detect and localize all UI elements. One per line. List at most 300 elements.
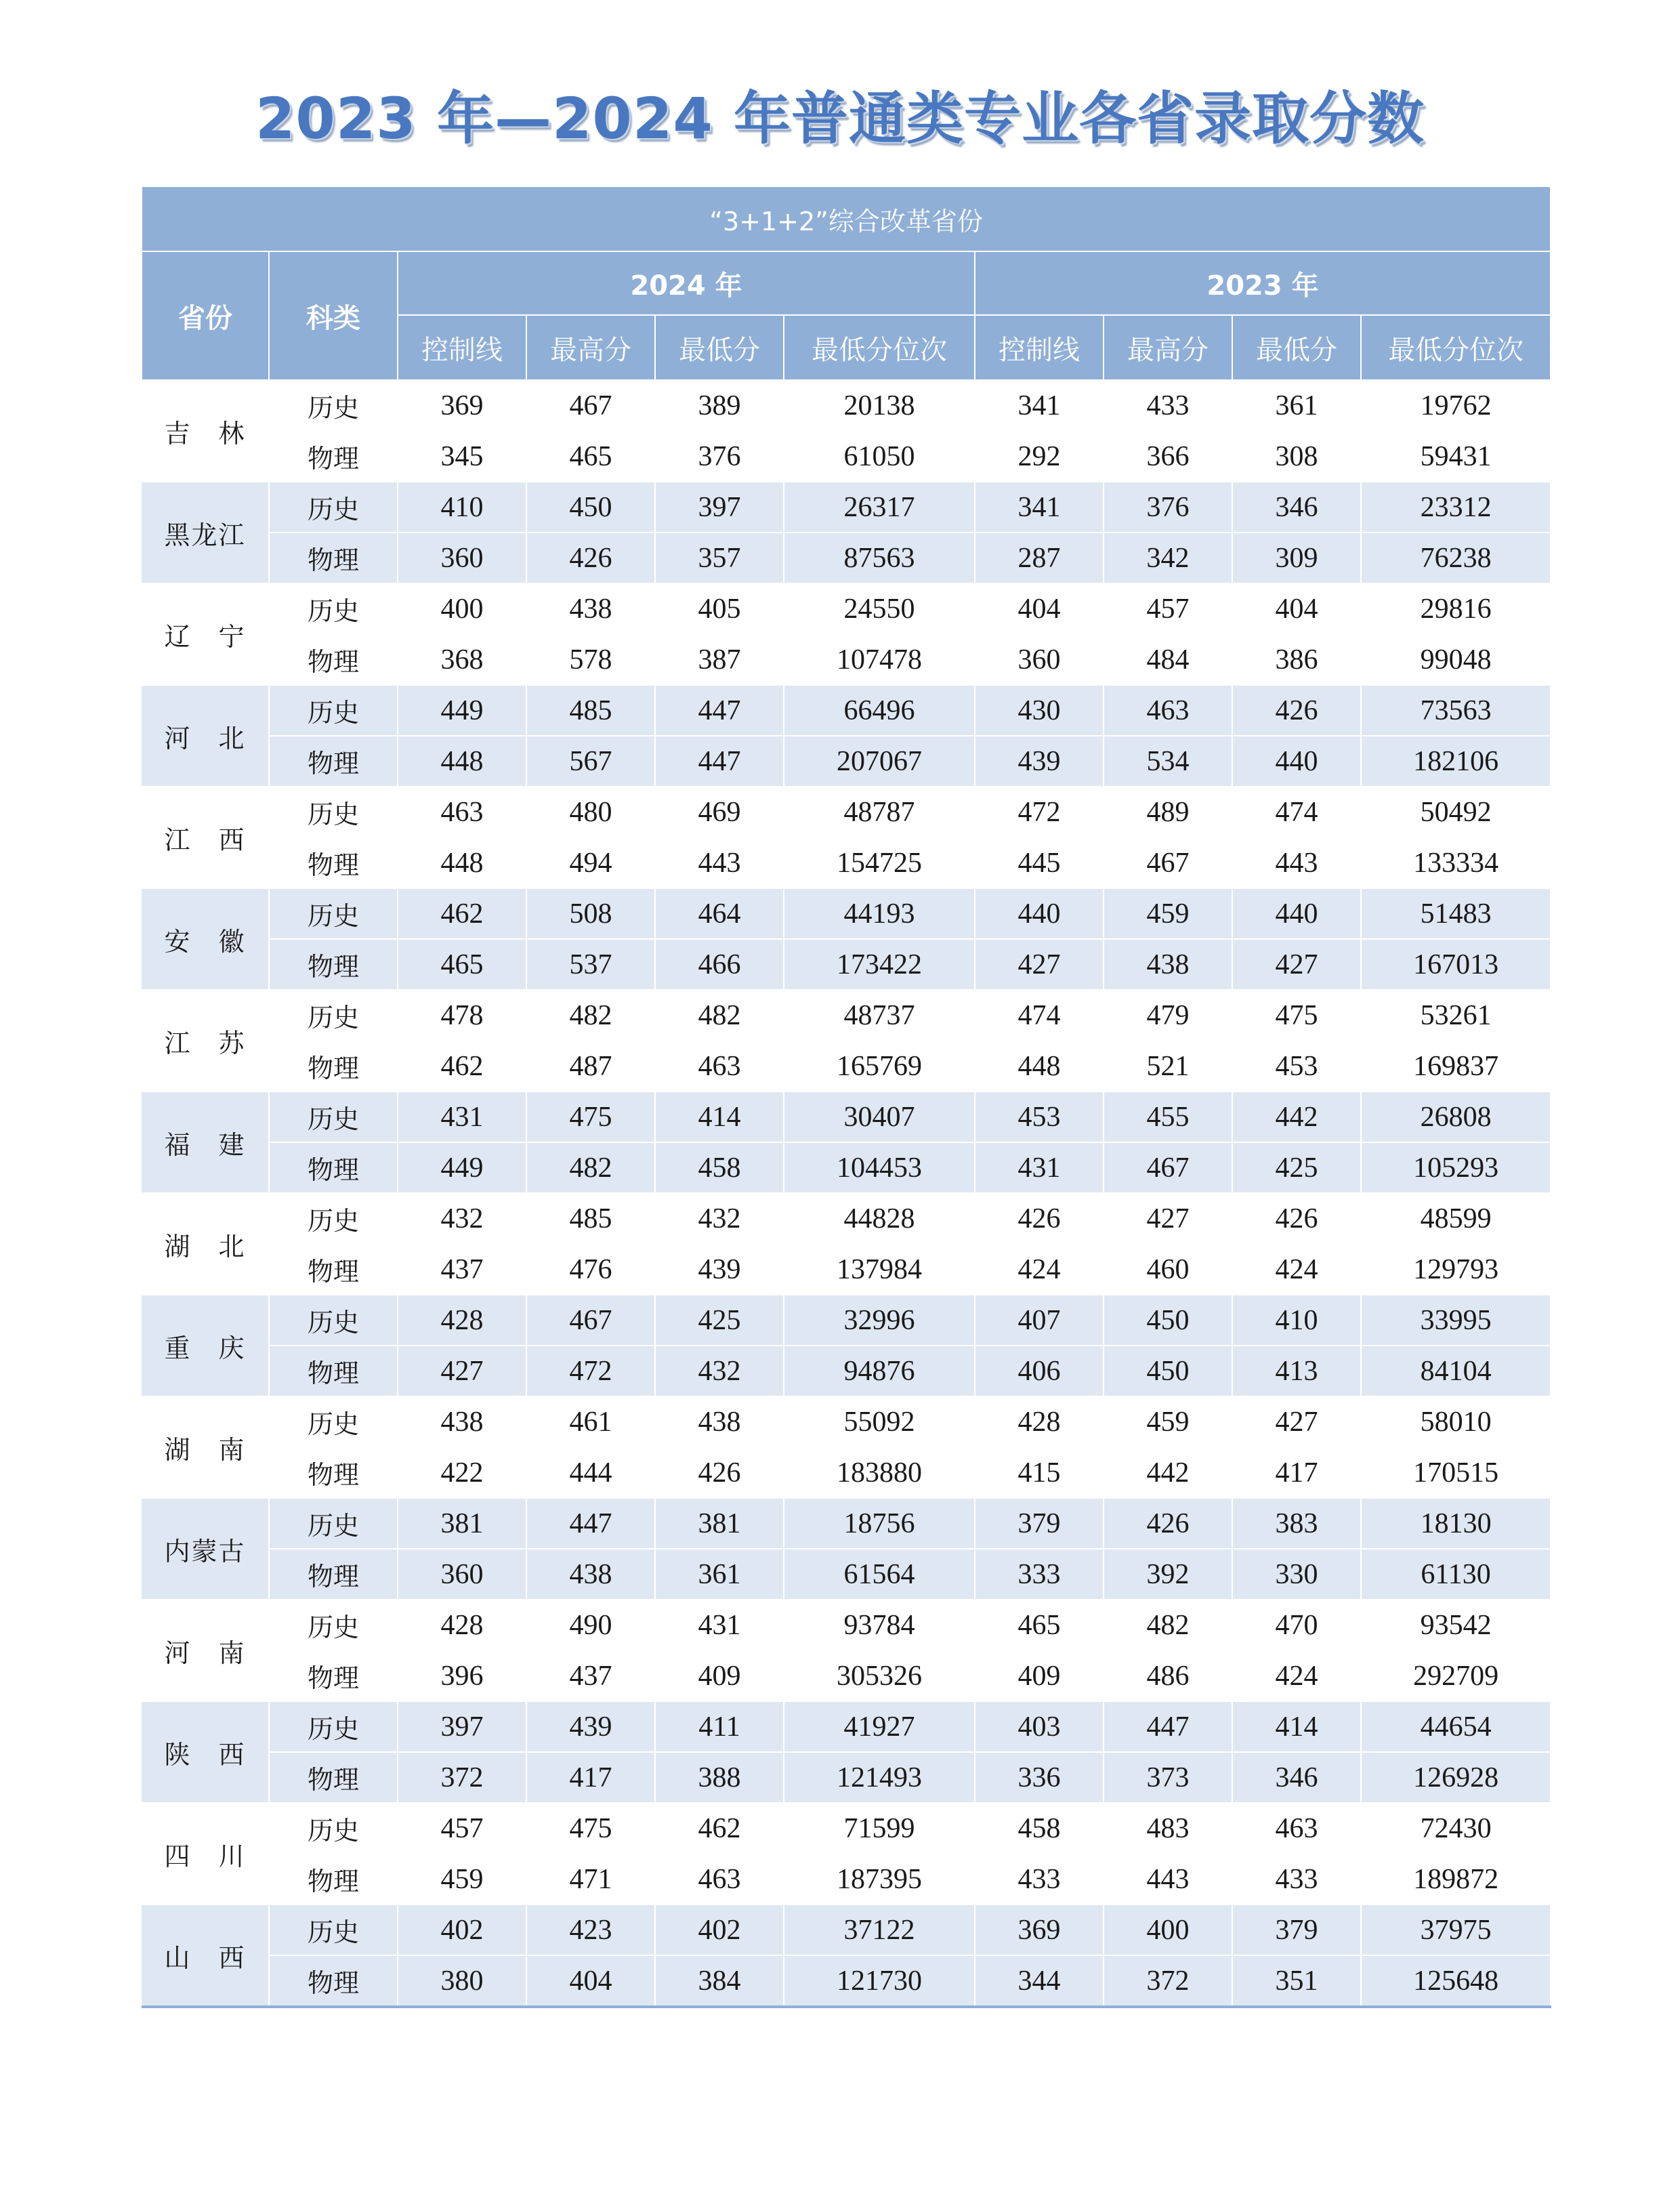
score-cell: 61130	[1361, 1549, 1551, 1600]
score-cell: 458	[655, 1142, 784, 1193]
table-row	[142, 1854, 1551, 1905]
score-cell: 463	[398, 787, 526, 837]
table-row	[142, 634, 1551, 685]
score-cell: 440	[1232, 888, 1361, 939]
table-row	[142, 1803, 1551, 1854]
score-cell: 383	[1232, 1498, 1361, 1549]
score-cell: 433	[1104, 380, 1232, 431]
subject-cell: 历史	[269, 990, 398, 1041]
score-cell: 465	[975, 1600, 1104, 1650]
score-cell: 292	[975, 431, 1104, 482]
score-cell: 449	[398, 685, 526, 736]
score-cell: 409	[655, 1650, 784, 1701]
score-cell: 430	[975, 685, 1104, 736]
score-cell: 397	[655, 482, 784, 533]
score-cell: 308	[1232, 431, 1361, 482]
score-cell: 58010	[1361, 1396, 1551, 1447]
score-cell: 357	[655, 533, 784, 583]
table-row	[142, 1650, 1551, 1701]
score-cell: 485	[526, 1193, 655, 1244]
score-cell: 23312	[1361, 482, 1551, 533]
subject-cell: 历史	[269, 1498, 398, 1549]
score-cell: 207067	[784, 736, 975, 787]
score-cell: 330	[1232, 1549, 1361, 1600]
score-cell: 426	[975, 1193, 1104, 1244]
score-cell: 465	[398, 939, 526, 990]
score-cell: 447	[526, 1498, 655, 1549]
score-cell: 397	[398, 1701, 526, 1752]
score-cell: 404	[1232, 583, 1361, 634]
score-cell: 413	[1232, 1346, 1361, 1396]
score-cell: 351	[1232, 1955, 1361, 2007]
score-cell: 386	[1232, 634, 1361, 685]
table-row	[142, 1905, 1551, 1955]
metric-header: 最高分	[1104, 315, 1232, 380]
group-header: “3+1+2”综合改革省份	[142, 186, 1551, 251]
score-cell: 459	[1104, 888, 1232, 939]
score-cell: 84104	[1361, 1346, 1551, 1396]
table-row	[142, 1193, 1551, 1244]
score-cell: 450	[526, 482, 655, 533]
table-row	[142, 1396, 1551, 1447]
score-cell: 360	[398, 533, 526, 583]
score-cell: 53261	[1361, 990, 1551, 1041]
score-cell: 30407	[784, 1091, 975, 1142]
score-cell: 121493	[784, 1752, 975, 1803]
score-cell: 440	[1232, 736, 1361, 787]
score-cell: 453	[1232, 1041, 1361, 1091]
score-cell: 465	[526, 431, 655, 482]
score-cell: 483	[1104, 1803, 1232, 1854]
metric-header: 最高分	[526, 315, 655, 380]
score-cell: 93542	[1361, 1600, 1551, 1650]
score-cell: 94876	[784, 1346, 975, 1396]
year-2024-header: 2024 年	[398, 251, 975, 315]
subject-cell: 物理	[269, 939, 398, 990]
score-cell: 427	[1104, 1193, 1232, 1244]
score-cell: 463	[1104, 685, 1232, 736]
score-cell: 450	[1104, 1346, 1232, 1396]
score-cell: 18130	[1361, 1498, 1551, 1549]
score-cell: 438	[526, 1549, 655, 1600]
year-2023-header: 2023 年	[975, 251, 1551, 315]
score-cell: 373	[1104, 1752, 1232, 1803]
score-cell: 189872	[1361, 1854, 1551, 1905]
score-cell: 475	[526, 1803, 655, 1854]
score-cell: 467	[1104, 837, 1232, 888]
score-cell: 467	[526, 1295, 655, 1346]
table-row	[142, 888, 1551, 939]
score-cell: 427	[1232, 939, 1361, 990]
score-cell: 48737	[784, 990, 975, 1041]
score-cell: 32996	[784, 1295, 975, 1346]
score-cell: 474	[1232, 787, 1361, 837]
score-cell: 427	[1232, 1396, 1361, 1447]
province-cell: 辽 宁	[142, 583, 269, 685]
subject-cell: 历史	[269, 583, 398, 634]
table-row	[142, 939, 1551, 990]
score-cell: 455	[1104, 1091, 1232, 1142]
score-cell: 18756	[784, 1498, 975, 1549]
metric-header: 最低分位次	[784, 315, 975, 380]
score-cell: 372	[398, 1752, 526, 1803]
province-cell: 湖 南	[142, 1396, 269, 1498]
score-cell: 467	[1104, 1142, 1232, 1193]
score-cell: 482	[526, 990, 655, 1041]
score-cell: 457	[1104, 583, 1232, 634]
score-cell: 369	[398, 380, 526, 431]
score-cell: 44828	[784, 1193, 975, 1244]
score-cell: 125648	[1361, 1955, 1551, 2007]
score-cell: 360	[398, 1549, 526, 1600]
score-cell: 448	[398, 837, 526, 888]
score-cell: 428	[398, 1600, 526, 1650]
score-cell: 50492	[1361, 787, 1551, 837]
score-cell: 133334	[1361, 837, 1551, 888]
table-row	[142, 1955, 1551, 2007]
score-cell: 182106	[1361, 736, 1551, 787]
score-cell: 462	[398, 1041, 526, 1091]
score-cell: 431	[398, 1091, 526, 1142]
table-row	[142, 1142, 1551, 1193]
score-cell: 466	[655, 939, 784, 990]
score-cell: 104453	[784, 1142, 975, 1193]
province-cell: 四 川	[142, 1803, 269, 1905]
score-cell: 379	[1232, 1905, 1361, 1955]
score-cell: 389	[655, 380, 784, 431]
province-cell: 河 北	[142, 685, 269, 787]
score-cell: 129793	[1361, 1244, 1551, 1295]
metric-header: 最低分位次	[1361, 315, 1551, 380]
score-cell: 438	[398, 1396, 526, 1447]
table-row	[142, 787, 1551, 837]
province-cell: 江 苏	[142, 990, 269, 1091]
score-cell: 427	[975, 939, 1104, 990]
score-cell: 126928	[1361, 1752, 1551, 1803]
score-cell: 448	[398, 736, 526, 787]
score-cell: 372	[1104, 1955, 1232, 2007]
score-cell: 447	[1104, 1701, 1232, 1752]
score-cell: 402	[398, 1905, 526, 1955]
score-cell: 467	[526, 380, 655, 431]
score-cell: 29816	[1361, 583, 1551, 634]
score-cell: 400	[398, 583, 526, 634]
province-cell: 山 西	[142, 1905, 269, 2007]
score-cell: 428	[975, 1396, 1104, 1447]
score-cell: 472	[526, 1346, 655, 1396]
score-cell: 72430	[1361, 1803, 1551, 1854]
score-cell: 346	[1232, 482, 1361, 533]
score-cell: 521	[1104, 1041, 1232, 1091]
province-cell: 江 西	[142, 787, 269, 888]
table-row	[142, 1549, 1551, 1600]
score-cell: 380	[398, 1955, 526, 2007]
score-cell: 463	[1232, 1803, 1361, 1854]
subject-cell: 物理	[269, 1955, 398, 2007]
score-cell: 41927	[784, 1701, 975, 1752]
subject-cell: 物理	[269, 634, 398, 685]
score-cell: 426	[1232, 1193, 1361, 1244]
score-cell: 51483	[1361, 888, 1551, 939]
score-cell: 440	[975, 888, 1104, 939]
score-cell: 472	[975, 787, 1104, 837]
score-cell: 404	[975, 583, 1104, 634]
score-cell: 173422	[784, 939, 975, 990]
score-cell: 361	[1232, 380, 1361, 431]
score-cell: 309	[1232, 533, 1361, 583]
score-cell: 475	[526, 1091, 655, 1142]
score-cell: 484	[1104, 634, 1232, 685]
table-row	[142, 837, 1551, 888]
score-cell: 384	[655, 1955, 784, 2007]
province-cell: 福 建	[142, 1091, 269, 1193]
score-cell: 381	[398, 1498, 526, 1549]
score-cell: 459	[398, 1854, 526, 1905]
score-cell: 487	[526, 1041, 655, 1091]
score-cell: 187395	[784, 1854, 975, 1905]
score-cell: 422	[398, 1447, 526, 1498]
score-cell: 341	[975, 380, 1104, 431]
score-cell: 368	[398, 634, 526, 685]
score-cell: 403	[975, 1701, 1104, 1752]
score-cell: 453	[975, 1091, 1104, 1142]
score-cell: 423	[526, 1905, 655, 1955]
score-cell: 534	[1104, 736, 1232, 787]
score-cell: 443	[1232, 837, 1361, 888]
table-row	[142, 1701, 1551, 1752]
score-cell: 37975	[1361, 1905, 1551, 1955]
subject-cell: 物理	[269, 837, 398, 888]
table-row	[142, 990, 1551, 1041]
subject-cell: 历史	[269, 1600, 398, 1650]
score-cell: 457	[398, 1803, 526, 1854]
score-cell: 471	[526, 1854, 655, 1905]
score-cell: 426	[526, 533, 655, 583]
score-cell: 459	[1104, 1396, 1232, 1447]
score-cell: 165769	[784, 1041, 975, 1091]
score-cell: 442	[1104, 1447, 1232, 1498]
table-row	[142, 1752, 1551, 1803]
score-cell: 20138	[784, 380, 975, 431]
score-cell: 424	[975, 1244, 1104, 1295]
score-cell: 19762	[1361, 380, 1551, 431]
score-cell: 410	[398, 482, 526, 533]
score-cell: 438	[655, 1396, 784, 1447]
score-cell: 462	[655, 1803, 784, 1854]
table-row	[142, 431, 1551, 482]
score-cell: 433	[975, 1854, 1104, 1905]
score-cell: 431	[975, 1142, 1104, 1193]
score-cell: 48599	[1361, 1193, 1551, 1244]
score-cell: 442	[1232, 1091, 1361, 1142]
score-cell: 411	[655, 1701, 784, 1752]
subject-cell: 历史	[269, 787, 398, 837]
table-row	[142, 583, 1551, 634]
table-row	[142, 736, 1551, 787]
province-cell: 吉 林	[142, 380, 269, 482]
score-cell: 341	[975, 482, 1104, 533]
province-cell: 陕 西	[142, 1701, 269, 1803]
score-cell: 428	[398, 1295, 526, 1346]
subject-cell: 物理	[269, 736, 398, 787]
subject-cell: 物理	[269, 1752, 398, 1803]
table-row	[142, 1091, 1551, 1142]
score-cell: 407	[975, 1295, 1104, 1346]
province-cell: 重 庆	[142, 1295, 269, 1396]
score-cell: 369	[975, 1905, 1104, 1955]
page-title: 2023 年—2024 年普通类专业各省录取分数	[255, 85, 1425, 152]
score-cell: 567	[526, 736, 655, 787]
score-cell: 443	[655, 837, 784, 888]
score-cell: 479	[1104, 990, 1232, 1041]
score-cell: 476	[526, 1244, 655, 1295]
score-cell: 33995	[1361, 1295, 1551, 1346]
score-cell: 508	[526, 888, 655, 939]
score-cell: 154725	[784, 837, 975, 888]
score-cell: 402	[655, 1905, 784, 1955]
score-cell: 73563	[1361, 685, 1551, 736]
score-cell: 137984	[784, 1244, 975, 1295]
score-cell: 458	[975, 1803, 1104, 1854]
score-cell: 406	[975, 1346, 1104, 1396]
score-cell: 170515	[1361, 1447, 1551, 1498]
subject-cell: 历史	[269, 1295, 398, 1346]
score-cell: 432	[655, 1346, 784, 1396]
score-cell: 439	[526, 1701, 655, 1752]
score-cell: 76238	[1361, 533, 1551, 583]
score-cell: 432	[655, 1193, 784, 1244]
score-cell: 183880	[784, 1447, 975, 1498]
score-cell: 93784	[784, 1600, 975, 1650]
table-row	[142, 1346, 1551, 1396]
score-cell: 447	[655, 685, 784, 736]
score-cell: 360	[975, 634, 1104, 685]
score-cell: 66496	[784, 685, 975, 736]
score-cell: 99048	[1361, 634, 1551, 685]
score-cell: 381	[655, 1498, 784, 1549]
score-cell: 333	[975, 1549, 1104, 1600]
score-cell: 24550	[784, 583, 975, 634]
subject-cell: 历史	[269, 1396, 398, 1447]
score-cell: 482	[1104, 1600, 1232, 1650]
table-row	[142, 685, 1551, 736]
province-cell: 安 徽	[142, 888, 269, 990]
score-cell: 396	[398, 1650, 526, 1701]
col-province-header: 省份	[142, 251, 269, 380]
province-cell: 内蒙古	[142, 1498, 269, 1600]
score-cell: 417	[526, 1752, 655, 1803]
score-cell: 55092	[784, 1396, 975, 1447]
table-row	[142, 533, 1551, 583]
score-cell: 345	[398, 431, 526, 482]
score-cell: 61050	[784, 431, 975, 482]
score-cell: 37122	[784, 1905, 975, 1955]
score-cell: 379	[975, 1498, 1104, 1549]
score-cell: 469	[655, 787, 784, 837]
subject-cell: 历史	[269, 482, 398, 533]
score-cell: 437	[398, 1244, 526, 1295]
score-cell: 447	[655, 736, 784, 787]
score-cell: 409	[975, 1650, 1104, 1701]
subject-cell: 物理	[269, 1346, 398, 1396]
score-cell: 494	[526, 837, 655, 888]
table-row	[142, 1041, 1551, 1091]
subject-cell: 物理	[269, 1447, 398, 1498]
table-row	[142, 1447, 1551, 1498]
score-cell: 474	[975, 990, 1104, 1041]
table-row	[142, 1295, 1551, 1346]
table-row	[142, 482, 1551, 533]
score-cell: 414	[655, 1091, 784, 1142]
score-cell: 26317	[784, 482, 975, 533]
score-cell: 427	[398, 1346, 526, 1396]
score-cell: 431	[655, 1600, 784, 1650]
metric-header: 最低分	[655, 315, 784, 380]
score-cell: 461	[526, 1396, 655, 1447]
score-cell: 537	[526, 939, 655, 990]
score-cell: 376	[1104, 482, 1232, 533]
metric-header: 最低分	[1232, 315, 1361, 380]
score-cell: 450	[1104, 1295, 1232, 1346]
score-cell: 61564	[784, 1549, 975, 1600]
score-cell: 400	[1104, 1905, 1232, 1955]
score-cell: 424	[1232, 1244, 1361, 1295]
subject-cell: 历史	[269, 888, 398, 939]
score-cell: 470	[1232, 1600, 1361, 1650]
score-cell: 26808	[1361, 1091, 1551, 1142]
score-cell: 87563	[784, 533, 975, 583]
score-cell: 404	[526, 1955, 655, 2007]
score-cell: 489	[1104, 787, 1232, 837]
score-cell: 376	[655, 431, 784, 482]
score-cell: 121730	[784, 1955, 975, 2007]
metric-header: 控制线	[975, 315, 1104, 380]
province-cell: 湖 北	[142, 1193, 269, 1295]
score-cell: 426	[1104, 1498, 1232, 1549]
score-cell: 426	[1232, 685, 1361, 736]
subject-cell: 物理	[269, 1041, 398, 1091]
score-cell: 444	[526, 1447, 655, 1498]
score-cell: 482	[655, 990, 784, 1041]
score-cell: 59431	[1361, 431, 1551, 482]
admission-scores-table	[141, 186, 1551, 2008]
subject-cell: 物理	[269, 1650, 398, 1701]
table-row	[142, 1600, 1551, 1650]
score-cell: 460	[1104, 1244, 1232, 1295]
score-cell: 443	[1104, 1854, 1232, 1905]
score-cell: 305326	[784, 1650, 975, 1701]
score-cell: 48787	[784, 787, 975, 837]
score-cell: 464	[655, 888, 784, 939]
score-cell: 414	[1232, 1701, 1361, 1752]
subject-cell: 物理	[269, 1854, 398, 1905]
score-cell: 392	[1104, 1549, 1232, 1600]
score-cell: 462	[398, 888, 526, 939]
subject-cell: 历史	[269, 1905, 398, 1955]
subject-cell: 历史	[269, 380, 398, 431]
subject-cell: 历史	[269, 1803, 398, 1854]
score-cell: 342	[1104, 533, 1232, 583]
subject-cell: 物理	[269, 1549, 398, 1600]
table-row	[142, 380, 1551, 431]
score-cell: 448	[975, 1041, 1104, 1091]
score-cell: 478	[398, 990, 526, 1041]
score-cell: 388	[655, 1752, 784, 1803]
score-cell: 105293	[1361, 1142, 1551, 1193]
score-cell: 424	[1232, 1650, 1361, 1701]
score-cell: 482	[526, 1142, 655, 1193]
score-cell: 167013	[1361, 939, 1551, 990]
